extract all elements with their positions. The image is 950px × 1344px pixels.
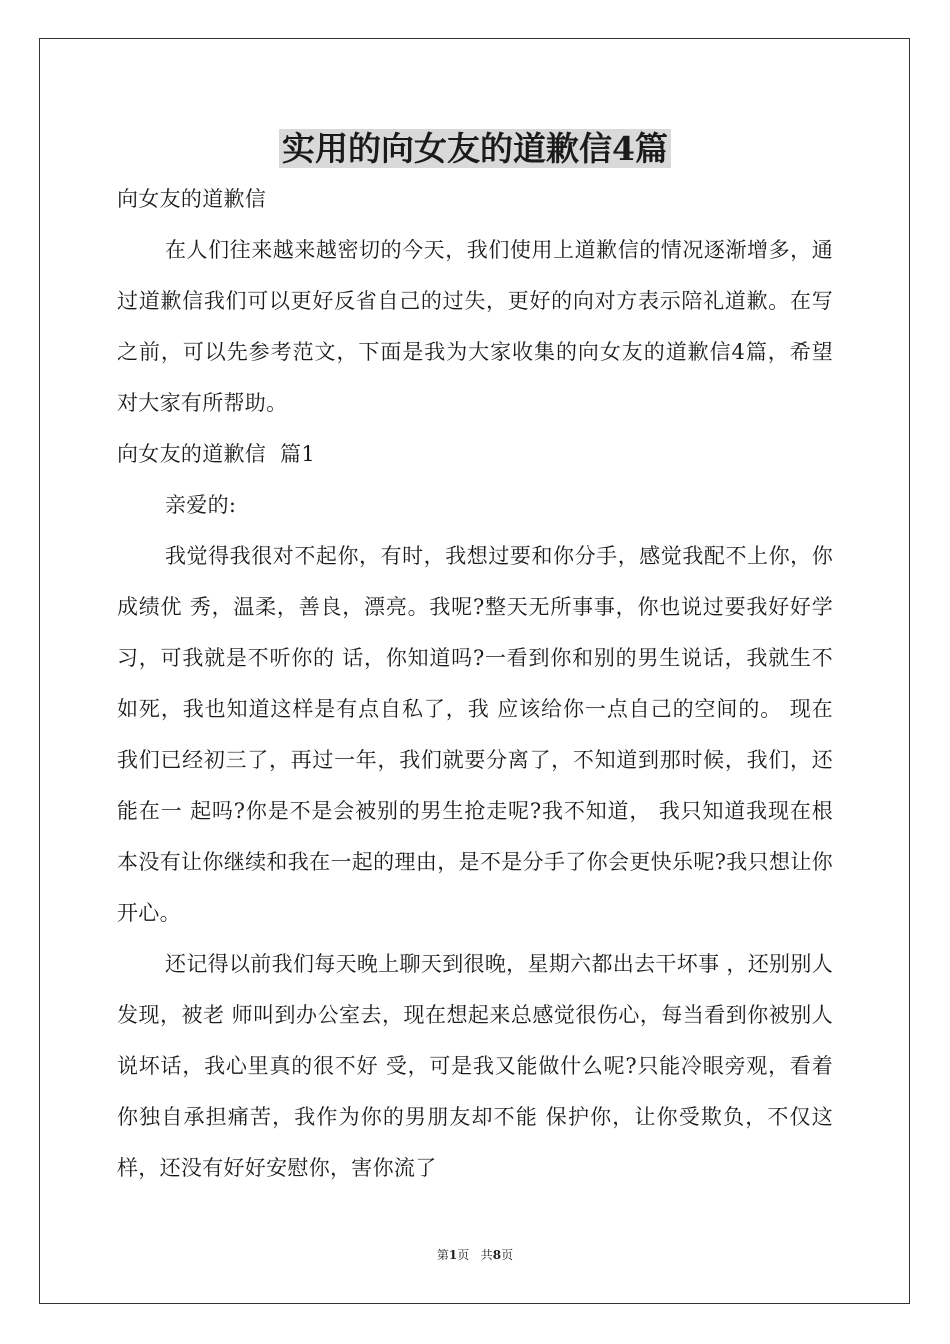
document-body xyxy=(117,174,833,1194)
page-footer xyxy=(0,1247,950,1263)
letter-salutation: 亲爱的: xyxy=(165,493,237,517)
document-title-text: 实用的向女友的道歉信4篇 xyxy=(279,129,671,168)
section-heading-letter-1: 向女友的道歉信 篇1 xyxy=(117,442,316,466)
section-heading-intro: 向女友的道歉信 xyxy=(117,187,267,211)
intro-paragraph: 在人们往来越来越密切的今天，我们使用上道歉信的情况逐渐增多，通过道歉信我们可以更好反省自己的过失，更好的向对方表示陪礼道歉。在写之前，可以先参考范文，下面是我为大家收集的向女友的道歉信4篇，希望对大家有所帮助。 xyxy=(117,238,833,415)
current-page-number: 1 xyxy=(448,1248,458,1262)
letter-paragraph-1: 我觉得我很对不起你，有时，我想过要和你分手，感觉我配不上你，你成绩优 秀，温柔，善良，漂亮。我呢?整天无所事事，你也说过要我好好学习，可我就是不听你的 话，你知道吗?一看到你和别的男生说话，我就生不如死，我也知道这样是有点自私了，我 应该给你一点自己的空间的。 现在我们已经初三了，再过一年，我们就要分离了，不知道到那时候，我们，还能在一 起吗?你是不是会被别的男生抢走呢?我不知道， 我只知道我现在根本没有让你继续和我在一起的理由，是不是分手了你会更快乐呢?我只想让你开心。 xyxy=(117,544,833,925)
page-prefix: 第 xyxy=(436,1248,449,1262)
document-title xyxy=(0,128,950,170)
letter-paragraph-2: 还记得以前我们每天晚上聊天到很晚，星期六都出去干坏事 ，还别别人发现，被老 师叫到办公室去，现在想起来总感觉很伤心，每当看到你被别人说坏话，我心里真的很不好 受，可是我又能做什么呢?只能冷眼旁观，看着你独自承担痛苦，我作为你的男朋友却不能 保护你，让你受欺负，不仅这样，还没有好好安慰你，害你流了 xyxy=(117,952,833,1180)
page-mid: 页 共 xyxy=(457,1248,493,1262)
page-suffix: 页 xyxy=(501,1248,514,1262)
total-page-number: 8 xyxy=(492,1248,502,1262)
